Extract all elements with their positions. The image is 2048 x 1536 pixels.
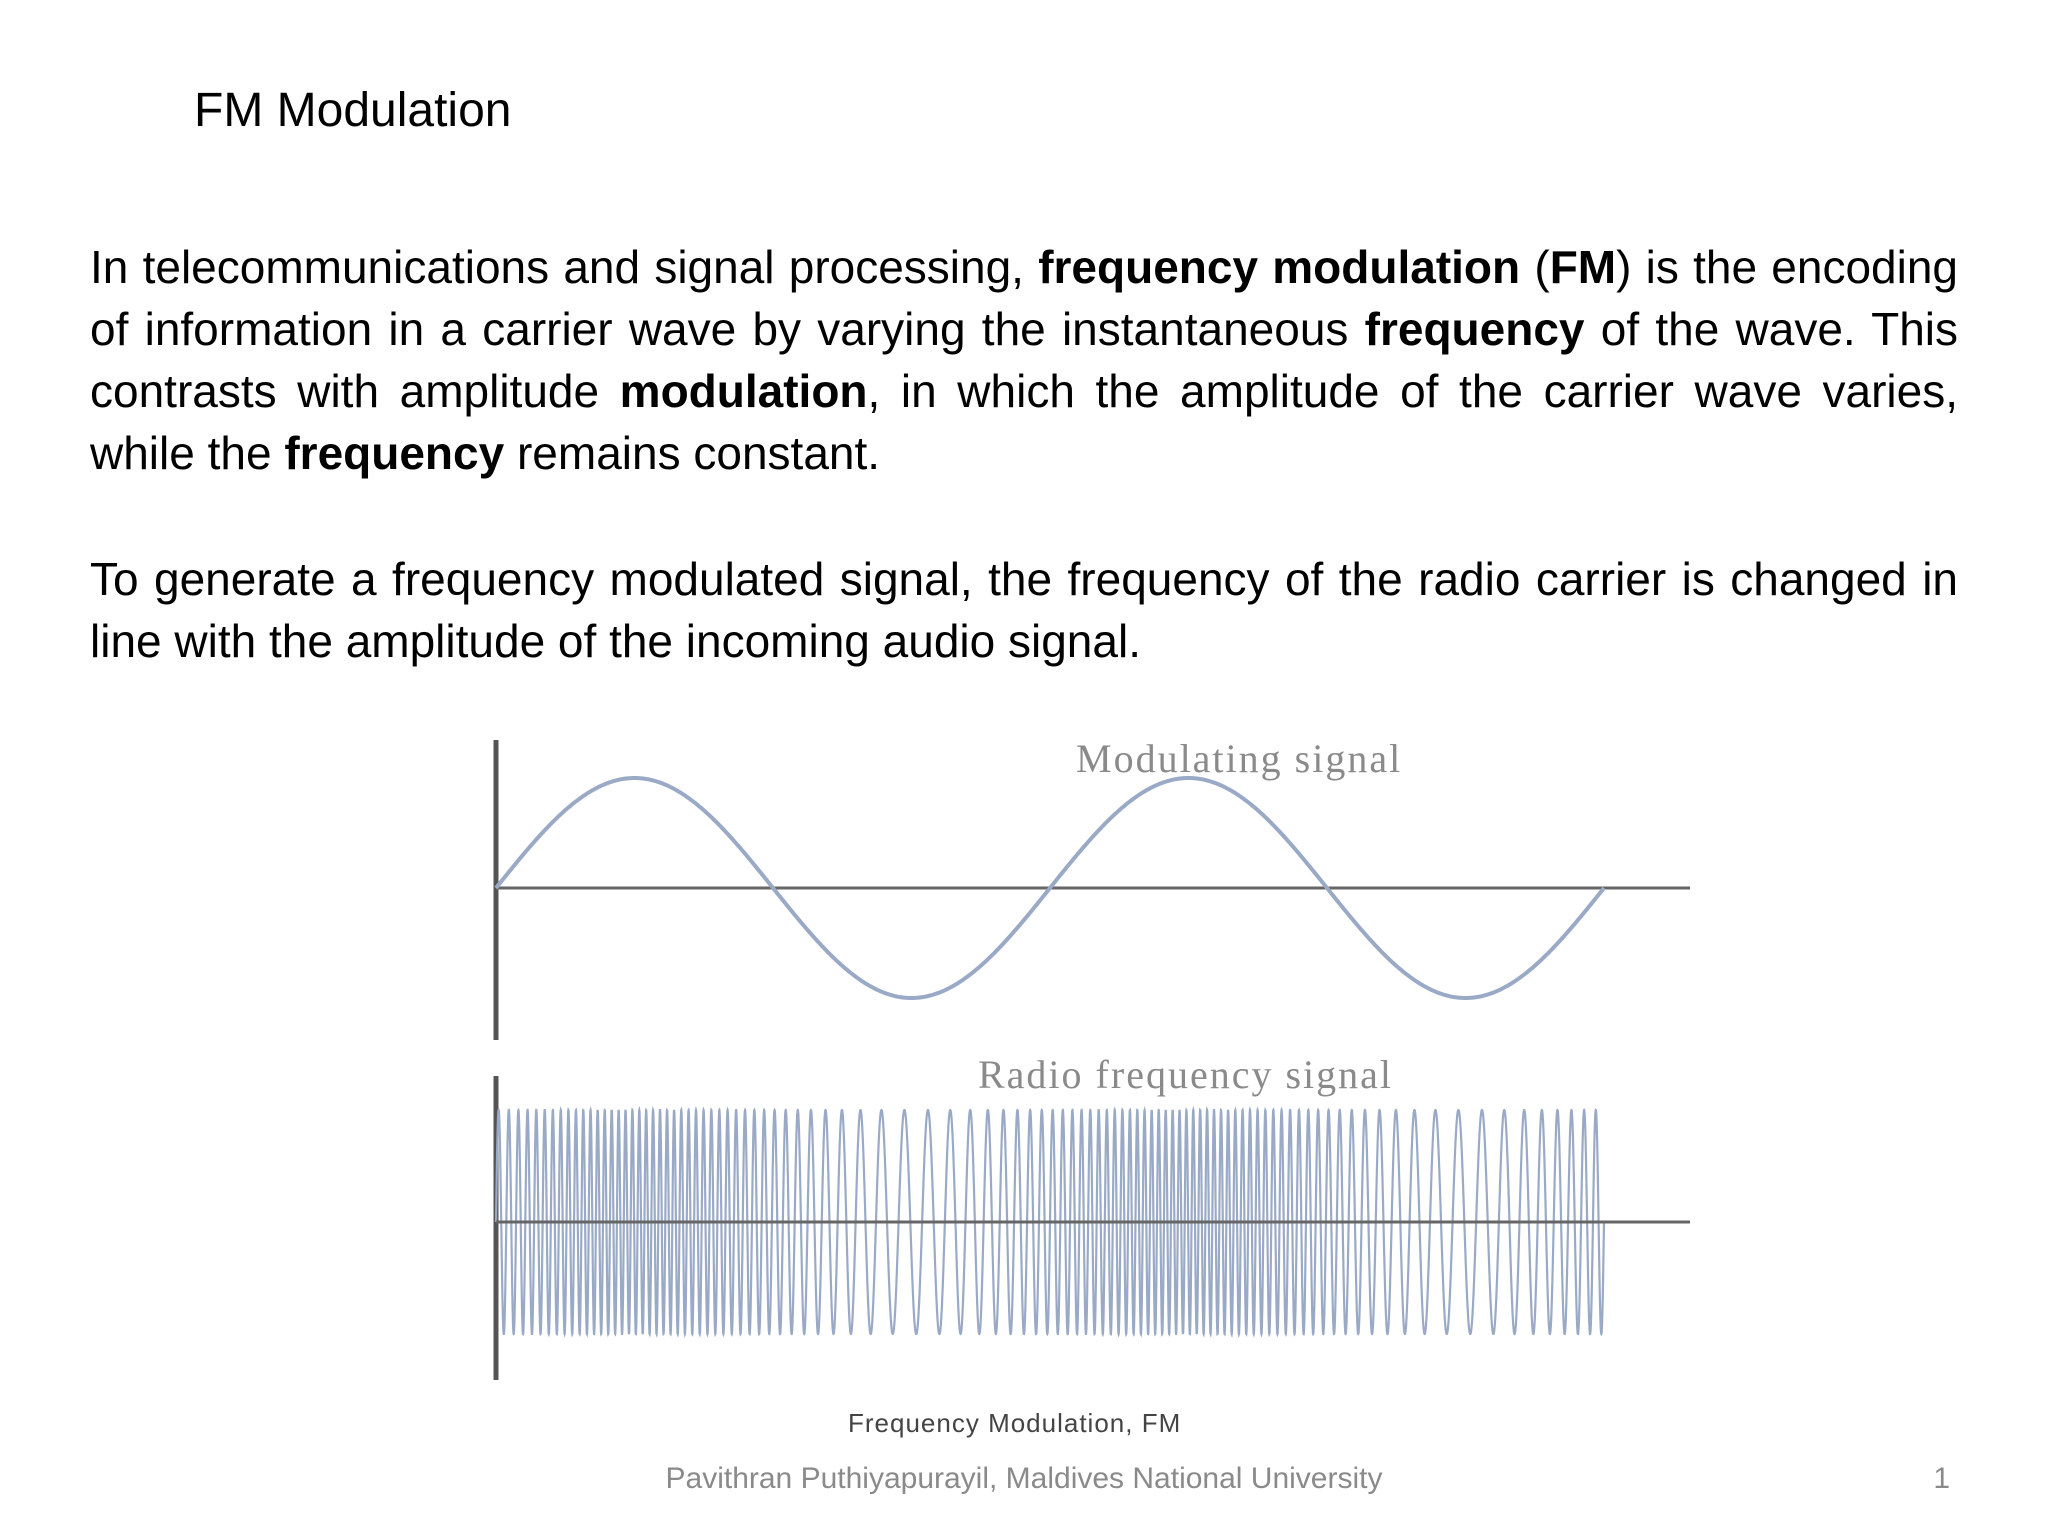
paragraph-fm-generation: To generate a frequency modulated signal, the frequency of the radio carrier is changed in line with the amplitude of the incoming audio signal. [90,553,1958,667]
text-segment: , in which the amplitude of the carrier wave varies, while the [90,365,1958,479]
footer-author: Pavithran Puthiyapurayil, Maldives National University [665,1462,1383,1495]
fm-diagram-svg [470,720,1710,1440]
bold-term: modulation [619,365,868,417]
slide-title: FM Modulation [194,84,512,137]
radio-frequency-signal-label: Radio frequency signal [978,1052,1393,1097]
text-segment: of the wave. This contrasts with amplitude [90,303,1959,417]
bold-term: frequency [1364,303,1585,355]
bold-term: frequency modulation [1038,241,1521,293]
fm-diagram [470,720,1710,1440]
bold-term: frequency [284,427,505,479]
paragraph-fm-definition [90,236,1958,484]
figure-caption: Frequency Modulation, FM [848,1408,1182,1438]
text-segment: remains constant. [504,427,881,479]
modulating-signal-label: Modulating signal [1076,736,1403,781]
text-segment: ) is the encoding of information in a carrier wave by varying the instantaneous [90,241,1958,355]
bold-term: FM [1549,241,1617,293]
page-number: 1 [1933,1462,1950,1495]
text-segment: In telecommunications and signal processing, [90,241,1039,293]
text-segment: ( [1520,241,1550,293]
